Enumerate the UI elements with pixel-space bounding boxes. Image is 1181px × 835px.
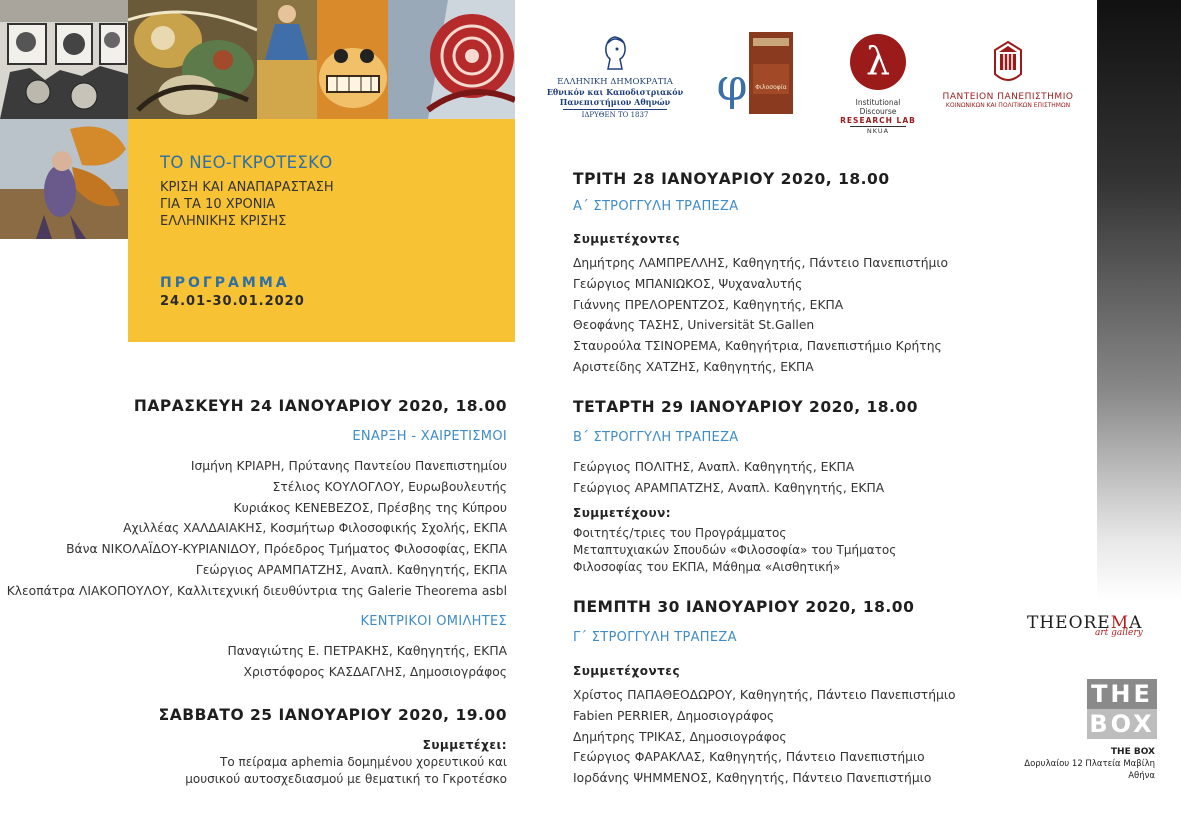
speaker-item: Ισμήνη ΚΡΙΑΡΗ, Πρύτανης Παντείου Πανεπιστημίου	[190, 459, 507, 473]
subtitle-line: ΕΛΛΗΝΙΚΗΣ ΚΡΙΣΗΣ	[160, 214, 287, 229]
program-label: ΠΡΟΓΡΑΜΜΑ	[160, 275, 290, 291]
venue-name: THE BOX	[1110, 747, 1155, 757]
exhibition-title: ΤΟ ΝΕΟ-ΓΚΡΟΤΕΣΚΟ	[160, 153, 333, 172]
speaker-item: Σταυρούλα ΤΣΙΝΟΡΕΜΑ, Καθηγήτρια, Πανεπιστήμιο Κρήτης	[573, 339, 942, 354]
speaker-item: Ιορδάνης ΨΗΜΜΕΝΟΣ, Καθηγητής, Πάντειο Πανεπιστήμιο	[573, 771, 932, 786]
speaker-item: Κλεοπάτρα ΛΙΑΚΟΠΟΥΛΟΥ, Καλλιτεχνική διευθύντρια της Galerie Theorema asbl	[6, 583, 507, 598]
description-line: Το πείραμα aphemia δομημένου χορευτικού και	[220, 755, 507, 769]
speaker-item: Αχιλλέας ΧΑΛΔΑΙΑΚΗΣ, Κοσμήτωρ Φιλοσοφικής Σχολής, ΕΚΠΑ	[123, 521, 507, 536]
tuesday-title: ΤΡΙΤΗ 28 ΙΑΝΟΥΑΡΙΟΥ 2020, 18.00	[573, 170, 890, 188]
wednesday-description	[573, 525, 896, 576]
the-box-logo	[1087, 679, 1157, 739]
the-box-line1: THE	[1091, 680, 1153, 708]
theorema-gallery-logo	[1027, 613, 1167, 638]
speaker-item: Γεώργιος ΑΡΑΜΠΑΤΖΗΣ, Αναπλ. Καθηγητής, ΕΚΠΑ	[573, 480, 885, 495]
idrl-lambda: λ	[865, 39, 891, 83]
uoa-line1: ΕΛΛΗΝΙΚΗ ΔΗΜΟΚΡΑΤΙΑ	[557, 77, 673, 87]
philosophy-book-logo	[715, 30, 795, 116]
speaker-item: Δημήτρης ΛΑΜΠΡΕΛΛΗΣ, Καθηγητής, Πάντειο Πανεπιστήμιο	[573, 256, 949, 270]
theorema-name-part: A	[1129, 613, 1143, 633]
speaker-item: Δημήτρης ΤΡΙΚΑΣ, Δημοσιογράφος	[573, 729, 787, 744]
wednesday-participants-label: Συμμετέχουν:	[573, 506, 672, 520]
uoa-line2: Εθνικόν και Καποδιστριακόν	[546, 87, 684, 97]
description-line: μουσικού αυτοσχεδιασμού με θεματική το Γκροτέσκο	[185, 772, 507, 786]
friday-speakers-opening	[7, 456, 507, 602]
panteion-emblem-icon	[991, 40, 1025, 86]
saturday-title: ΣΑΒΒΑΤΟ 25 ΙΑΝΟΥΑΡΙΟΥ 2020, 19.00	[158, 706, 507, 724]
theorema-name-accent: M	[1110, 613, 1130, 633]
uoa-line4: ΙΔΡΥΘΕΝ ΤΟ 1837	[563, 109, 667, 119]
thursday-section: Γ΄ ΣΤΡΟΓΓΥΛΗ ΤΡΑΠΕΖΑ	[573, 630, 737, 645]
idrl-line2: RESEARCH LAB	[840, 116, 916, 125]
friday-section-keynote: ΚΕΝΤΡΙΚΟΙ ΟΜΙΛΗΤΕΣ	[360, 614, 507, 629]
athena-head-icon	[600, 35, 630, 71]
thursday-speakers	[573, 685, 956, 789]
panteion-logo	[938, 40, 1078, 109]
thursday-title: ΠΕΜΠΤΗ 30 ΙΑΝΟΥΑΡΙΟΥ 2020, 18.00	[573, 598, 915, 616]
artwork-abstract-figures	[128, 0, 257, 119]
wednesday-speakers	[573, 457, 884, 499]
venue-address	[1024, 746, 1155, 782]
uoa-logo	[545, 35, 685, 119]
speaker-item: Γεώργιος ΦΑΡΑΚΛΑΣ, Καθηγητής, Πάντειο Πανεπιστήμιο	[573, 750, 925, 765]
speaker-item: Στέλιος ΚΟΥΛΟΓΛΟΥ, Ευρωβουλευτής	[272, 479, 507, 494]
program-dates: 24.01-30.01.2020	[160, 294, 305, 309]
speaker-item: Κυριάκος ΚΕΝΕΒΕΖΟΣ, Πρέσβης της Κύπρου	[233, 500, 507, 515]
speaker-item: Γιάννης ΠΡΕΛΟΡΕΝΤΖΟΣ, Καθηγητής, ΕΚΠΑ	[573, 297, 844, 312]
idrl-line1: Institutional Discourse	[855, 98, 901, 116]
description-line: Μεταπτυχιακών Σπουδών «Φιλοσοφία» του Τμήματος	[573, 543, 897, 557]
idrl-logo	[838, 33, 918, 135]
friday-section-opening: ΕΝΑΡΞΗ - ΧΑΙΡΕΤΙΣΜΟΙ	[352, 429, 507, 444]
venue-city: Αθήνα	[1128, 771, 1155, 781]
uoa-line3: Πανεπιστήμιον Αθηνών	[559, 97, 671, 107]
speaker-item: Γεώργιος ΠΟΛΙΤΗΣ, Αναπλ. Καθηγητής, ΕΚΠΑ	[573, 460, 855, 474]
theorema-name-part: THEORE	[1027, 613, 1111, 633]
speaker-item: Βάνα ΝΙΚΟΛΑΪΔΟΥ-ΚΥΡΙΑΝΙΔΟΥ, Πρόεδρος Τμήματος Φιλοσοφίας, ΕΚΠΑ	[66, 542, 507, 557]
wednesday-section: Β΄ ΣΤΡΟΓΓΥΛΗ ΤΡΑΠΕΖΑ	[573, 430, 739, 445]
tuesday-section: Α΄ ΣΤΡΟΓΓΥΛΗ ΤΡΑΠΕΖΑ	[573, 199, 739, 214]
speaker-item: Fabien PERRIER, Δημοσιογράφος	[573, 708, 775, 723]
speaker-item: Αριστείδης ΧΑΤΖΗΣ, Καθηγητής, ΕΚΠΑ	[573, 359, 814, 374]
wednesday-title: ΤΕΤΑΡΤΗ 29 ΙΑΝΟΥΑΡΙΟΥ 2020, 18.00	[573, 398, 919, 416]
panteion-line2: ΚΟΙΝΩΝΙΚΩΝ ΚΑΙ ΠΟΛΙΤΙΚΩΝ ΕΠΙΣΤΗΜΩΝ	[945, 102, 1071, 109]
speaker-item: Χριστόφορος ΚΑΣΔΑΓΛΗΣ, Δημοσιογράφος	[243, 664, 507, 679]
description-line: Φοιτητές/τριες του Προγράμματος	[573, 526, 787, 540]
idrl-line3: NKUA	[850, 126, 906, 135]
venue-street: Δορυλαίου 12 Πλατεία Μαβίλη	[1024, 759, 1155, 769]
speaker-item: Γεώργιος ΜΠΑΝΙΩΚΟΣ, Ψυχαναλυτής	[573, 276, 803, 291]
artwork-red-swirl	[388, 0, 515, 119]
friday-title: ΠΑΡΑΣΚΕΥΗ 24 ΙΑΝΟΥΑΡΙΟΥ 2020, 18.00	[133, 397, 507, 415]
decorative-gradient-strip	[1097, 0, 1181, 600]
title-panel	[128, 119, 515, 342]
exhibition-subtitle	[160, 179, 490, 230]
book-cover-title: Φιλοσοφία	[755, 84, 787, 91]
thursday-participants-label: Συμμετέχοντες	[573, 664, 681, 678]
speaker-item: Γεώργιος ΑΡΑΜΠΑΤΖΗΣ, Αναπλ. Καθηγητής, ΕΚΠΑ	[195, 562, 507, 577]
artwork-metro-crowd	[0, 0, 128, 119]
subtitle-line: ΓΙΑ ΤΑ 10 ΧΡΟΝΙΑ	[160, 197, 276, 212]
the-box-line2: BOX	[1089, 710, 1155, 738]
description-line: Φιλοσοφίας του ΕΚΠΑ, Μάθημα «Αισθητική»	[573, 560, 841, 574]
tuesday-speakers	[573, 253, 948, 378]
speaker-item: Παναγιώτης Ε. ΠΕΤΡΑΚΗΣ, Καθηγητής, ΕΚΠΑ	[227, 644, 507, 658]
friday-speakers-keynote	[227, 641, 507, 683]
saturday-participates-label: Συμμετέχει:	[422, 738, 507, 752]
speaker-item: Χρίστος ΠΑΠΑΘΕΟΔΩΡΟΥ, Καθηγητής, Πάντειο Πανεπιστήμιο	[573, 688, 956, 702]
svg-text:φ: φ	[716, 60, 748, 111]
subtitle-line: ΚΡΙΣΗ ΚΑΙ ΑΝΑΠΑΡΑΣΤΑΣΗ	[160, 180, 334, 195]
theorema-subtitle: art gallery	[1095, 628, 1143, 638]
artwork-butterfly-figure	[0, 119, 128, 239]
speaker-item: Θεοφάνης ΤΑΣΗΣ, Universität St.Gallen	[573, 318, 815, 333]
panteion-line1: ΠΑΝΤΕΙΟΝ ΠΑΝΕΠΙΣΤΗΜΙΟ	[942, 92, 1074, 102]
tuesday-participants-label: Συμμετέχοντες	[573, 232, 681, 246]
saturday-description	[185, 754, 507, 788]
artwork-woman-and-face	[257, 0, 388, 119]
